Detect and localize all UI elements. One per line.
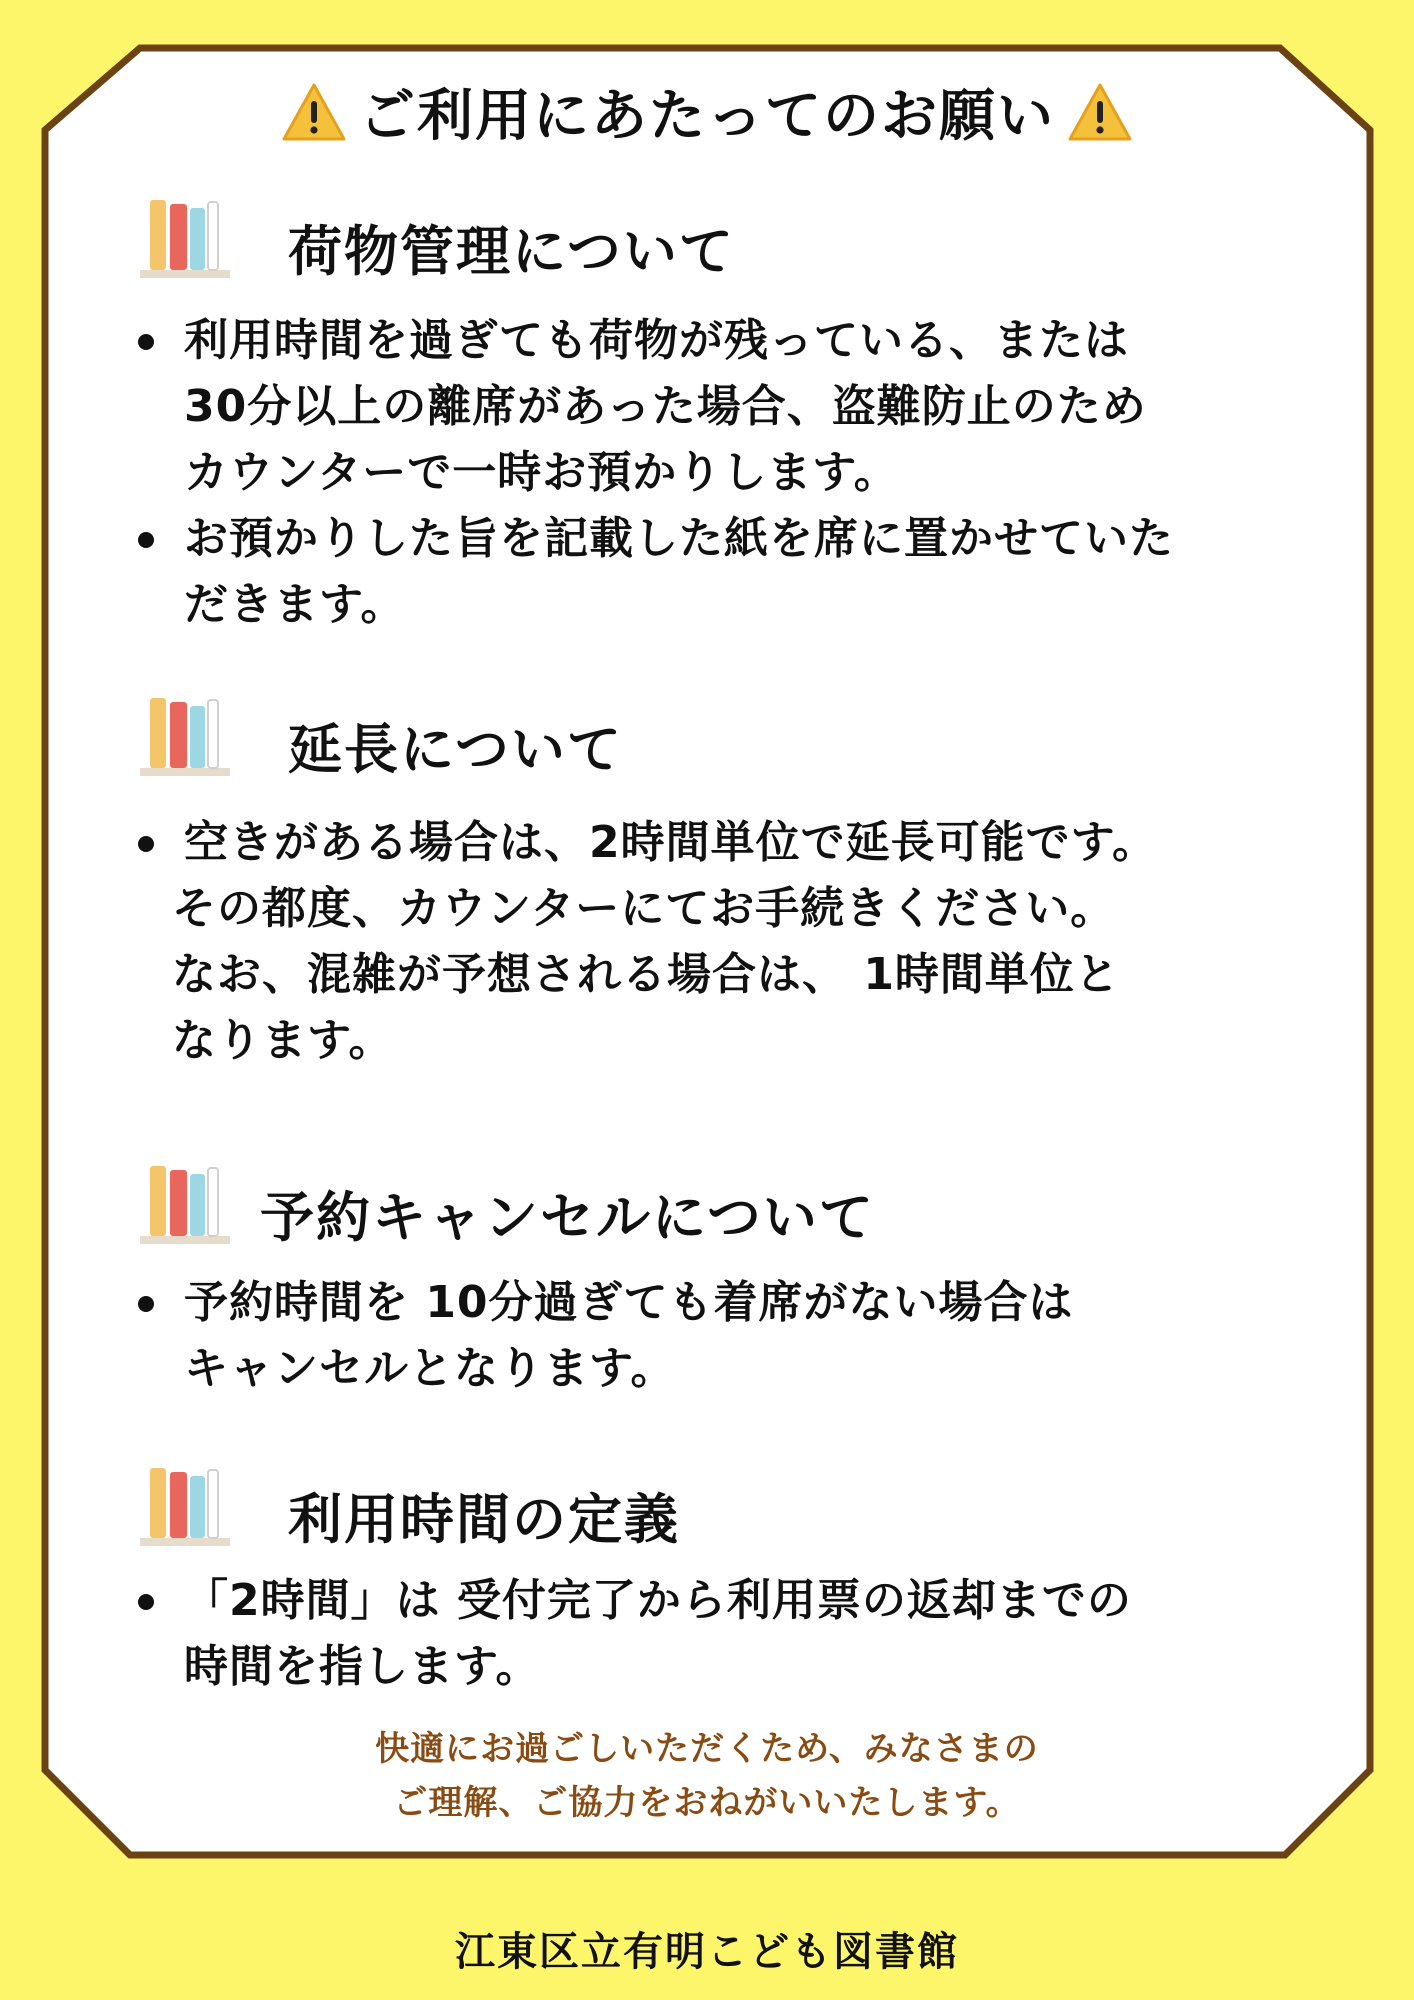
- section-heading-luggage: [140, 196, 735, 282]
- section-title: 延長について: [288, 718, 623, 781]
- section-list-definition: [130, 1568, 1300, 1700]
- text-line: その都度、カウンターにてお手続きください。: [172, 883, 1116, 934]
- text-line: カウンターで一時お預かりします。: [184, 447, 899, 498]
- text-line: 利用時間を過ぎても荷物が残っている、または: [184, 315, 1129, 366]
- section-list-cancel: [130, 1270, 1300, 1402]
- page-title: ご利用にあたってのお願い: [359, 84, 1055, 149]
- text-line: キャンセルとなります。: [184, 1343, 676, 1394]
- closing-line: 快適にお過ごしいただくため、みなさまの: [375, 1729, 1039, 1769]
- list-item: [130, 1568, 1300, 1700]
- section-heading-cancel: [140, 1162, 875, 1248]
- text-line: 予約時間を 10分過ぎても着席がない場合は: [184, 1277, 1074, 1328]
- closing-line: ご理解、ご協力をおねがいいたします。: [393, 1783, 1021, 1823]
- section-heading-extension: [140, 694, 623, 780]
- list-item: [130, 308, 1300, 506]
- warning-icon: [1067, 82, 1133, 142]
- text-line: なお、混雑が予想される場合は、 1時間単位と: [172, 949, 1120, 1000]
- list-item: [130, 1270, 1300, 1402]
- list-item: [130, 506, 1300, 638]
- books-icon: [140, 694, 230, 780]
- closing-message: [0, 1722, 1414, 1830]
- text-line: お預かりした旨を記載した紙を席に置かせていた: [184, 513, 1174, 564]
- library-name: 江東区立有明こども図書館: [455, 1929, 959, 1975]
- text-line: 「2時間」は 受付完了から利用票の返却までの: [184, 1575, 1132, 1626]
- text-line: 空きがある場合は、2時間単位で延長可能です。: [184, 817, 1158, 868]
- text-line: だきます。: [184, 579, 406, 630]
- list-item: [130, 810, 1300, 1074]
- section-title: 利用時間の定義: [288, 1488, 680, 1551]
- books-icon: [140, 1162, 230, 1248]
- section-list-extension: [130, 810, 1300, 1074]
- books-icon: [140, 196, 230, 282]
- books-icon: [140, 1464, 230, 1550]
- section-heading-definition: [140, 1464, 680, 1550]
- notice-header: [0, 72, 1414, 152]
- text-line: なります。: [172, 1015, 394, 1066]
- section-list-luggage: [130, 308, 1300, 638]
- text-line: 時間を指します。: [184, 1641, 541, 1692]
- warning-icon: [281, 82, 347, 142]
- section-title: 荷物管理について: [288, 220, 735, 283]
- text-line: 30分以上の離席があった場合、盗難防止のため: [184, 381, 1147, 432]
- section-title: 予約キャンセルについて: [260, 1186, 875, 1249]
